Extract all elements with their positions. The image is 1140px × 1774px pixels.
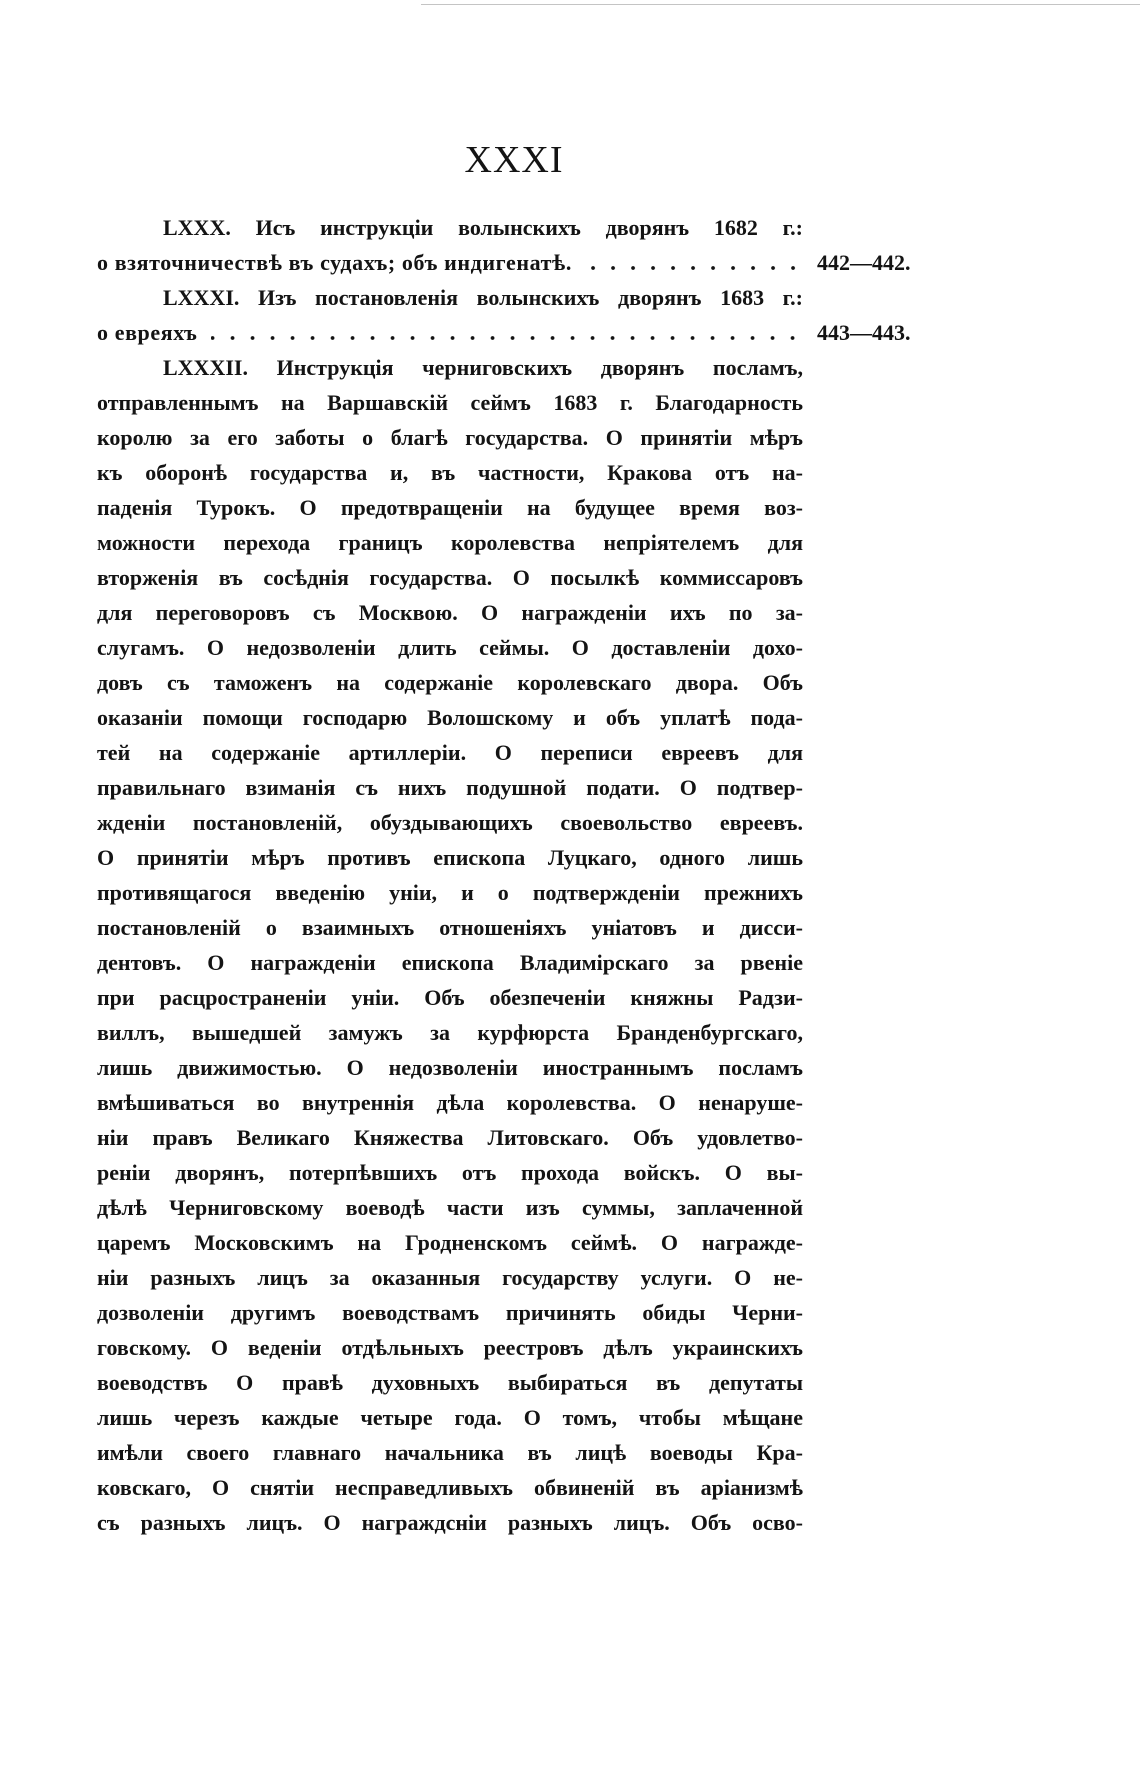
entry-text-line: тей на содержаніе артиллеріи. О переписи евреевъ для (97, 740, 803, 765)
entry-text-line: жденіи постановленій, обуздывающихъ своевольство евреевъ. (97, 810, 803, 835)
entry-text-line: ковскаго, О снятіи несправедливыхъ обвиненій въ аріанизмѣ (97, 1475, 803, 1500)
entry-text-line: съ разныхъ лицъ. О награждсніи разныхъ лицъ. Объ осво- (97, 1510, 803, 1535)
entry-text-line: къ оборонѣ государства и, въ частности, Кракова отъ на- (97, 460, 803, 485)
entry-heading-line (97, 280, 803, 315)
entry-text-line: говскому. О веденіи отдѣльныхъ реестровъ дѣлъ украинскихъ (97, 1335, 803, 1360)
entry-text-line: довъ съ таможенъ на содержаніе королевскаго двора. Объ (97, 670, 803, 695)
entry-text-line: вмѣшиваться во внутреннія дѣла королевства. О ненаруше- (97, 1090, 803, 1115)
entry-numeral: LXXX. (163, 215, 231, 240)
entry-leader-line (97, 245, 911, 280)
entry-text-line: королю за его заботы о благѣ государства. О принятіи мѣръ (97, 425, 803, 450)
entry-numeral: LXXXI. (163, 285, 240, 310)
entry-leader-line (97, 315, 911, 350)
entry-heading-line (97, 210, 803, 245)
entry-title: Инструкція черниговскихъ дворянъ посламъ, (276, 355, 803, 380)
entry-text-line: реніи дворянъ, потерпѣвшихъ отъ прохода войскъ. О вы- (97, 1160, 803, 1185)
entry-text-line: лишь черезъ каждые четыре года. О томъ, чтобы мѣщане (97, 1405, 803, 1430)
entry-heading-line (97, 350, 803, 385)
dot-leader (211, 315, 803, 350)
entry-text-line: можности перехода границъ королевства непріятелемъ для (97, 530, 803, 555)
entry-text-line: дозволеніи другимъ воеводствамъ причинять обиды Черни- (97, 1300, 803, 1325)
entry-text-line: царемъ Московскимъ на Гродненскомъ сеймѣ. О награжде- (97, 1230, 803, 1255)
entry-text-line: оказаніи помощи господарю Волошскому и объ уплатѣ пода- (97, 705, 803, 730)
entry-text-line: вторженія въ сосѣднія государства. О посылкѣ коммиссаровъ (97, 565, 803, 590)
entry-text-line: о взяточничествѣ въ судахъ; объ индигенатѣ. (97, 250, 572, 275)
entry-lxxx (97, 210, 911, 280)
page-number-roman: XXXI (464, 139, 564, 181)
entry-text-line: лишь движимостью. О недозволеніи иностраннымъ посламъ (97, 1055, 803, 1080)
entry-numeral: LXXXII. (163, 355, 248, 380)
entry-text-line: противящагося введенію уніи, и о подтвержденіи прежнихъ (97, 880, 803, 905)
entry-text-line: слугамъ. О недозволеніи длить сеймы. О доставленіи дохо- (97, 635, 803, 660)
dot-leader (586, 245, 803, 280)
entry-title: Исъ инструкціи волынскихъ дворянъ 1682 г.: (255, 215, 803, 240)
scan-edge-line (421, 4, 1140, 5)
entry-text-line: о евреяхъ (97, 320, 198, 345)
entry-text-line: паденія Турокъ. О предотвращеніи на будущее время воз- (97, 495, 803, 520)
entry-text-line: постановленій о взаимныхъ отношеніяхъ уніатовъ и дисси- (97, 915, 803, 940)
entry-lxxxii (97, 350, 803, 1540)
entry-text-line: отправленнымъ на Варшавскій сеймъ 1683 г. Благодарность (97, 390, 803, 415)
page-range: 443—443. (817, 320, 911, 345)
entry-text-line: воеводствъ О правѣ духовныхъ выбираться въ депутаты (97, 1370, 803, 1395)
table-of-contents (97, 210, 911, 1540)
entry-text-line: для переговоровъ съ Москвою. О награжденіи ихъ по за- (97, 600, 803, 625)
entry-text-line: при расцространеніи уніи. Объ обезпеченіи княжны Радзи- (97, 985, 803, 1010)
entry-title: Изъ постановленія волынскихъ дворянъ 1683 г.: (258, 285, 804, 310)
entry-text-line: имѣли своего главнаго начальника въ лицѣ воеводы Кра- (97, 1440, 803, 1465)
entry-lxxxi (97, 280, 911, 350)
entry-text-line: ніи разныхъ лицъ за оказанныя государству услуги. О не- (97, 1265, 803, 1290)
entry-text-line: виллъ, вышедшей замужъ за курфюрста Бранденбургскаго, (97, 1020, 803, 1045)
entry-text-line: О принятіи мѣръ противъ епископа Луцкаго, одного лишь (97, 845, 803, 870)
page-range: 442—442. (817, 250, 911, 275)
entry-text-line: ніи правъ Великаго Княжества Литовскаго. Объ удовлетво- (97, 1125, 803, 1150)
entry-text-line: дѣлѣ Черниговскому воеводѣ части изъ суммы, заплаченной (97, 1195, 803, 1220)
entry-text-line: правильнаго взиманія съ нихъ подушной подати. О подтвер- (97, 775, 803, 800)
entry-text-line: дентовъ. О награжденіи епископа Владимірскаго за рвеніе (97, 950, 803, 975)
